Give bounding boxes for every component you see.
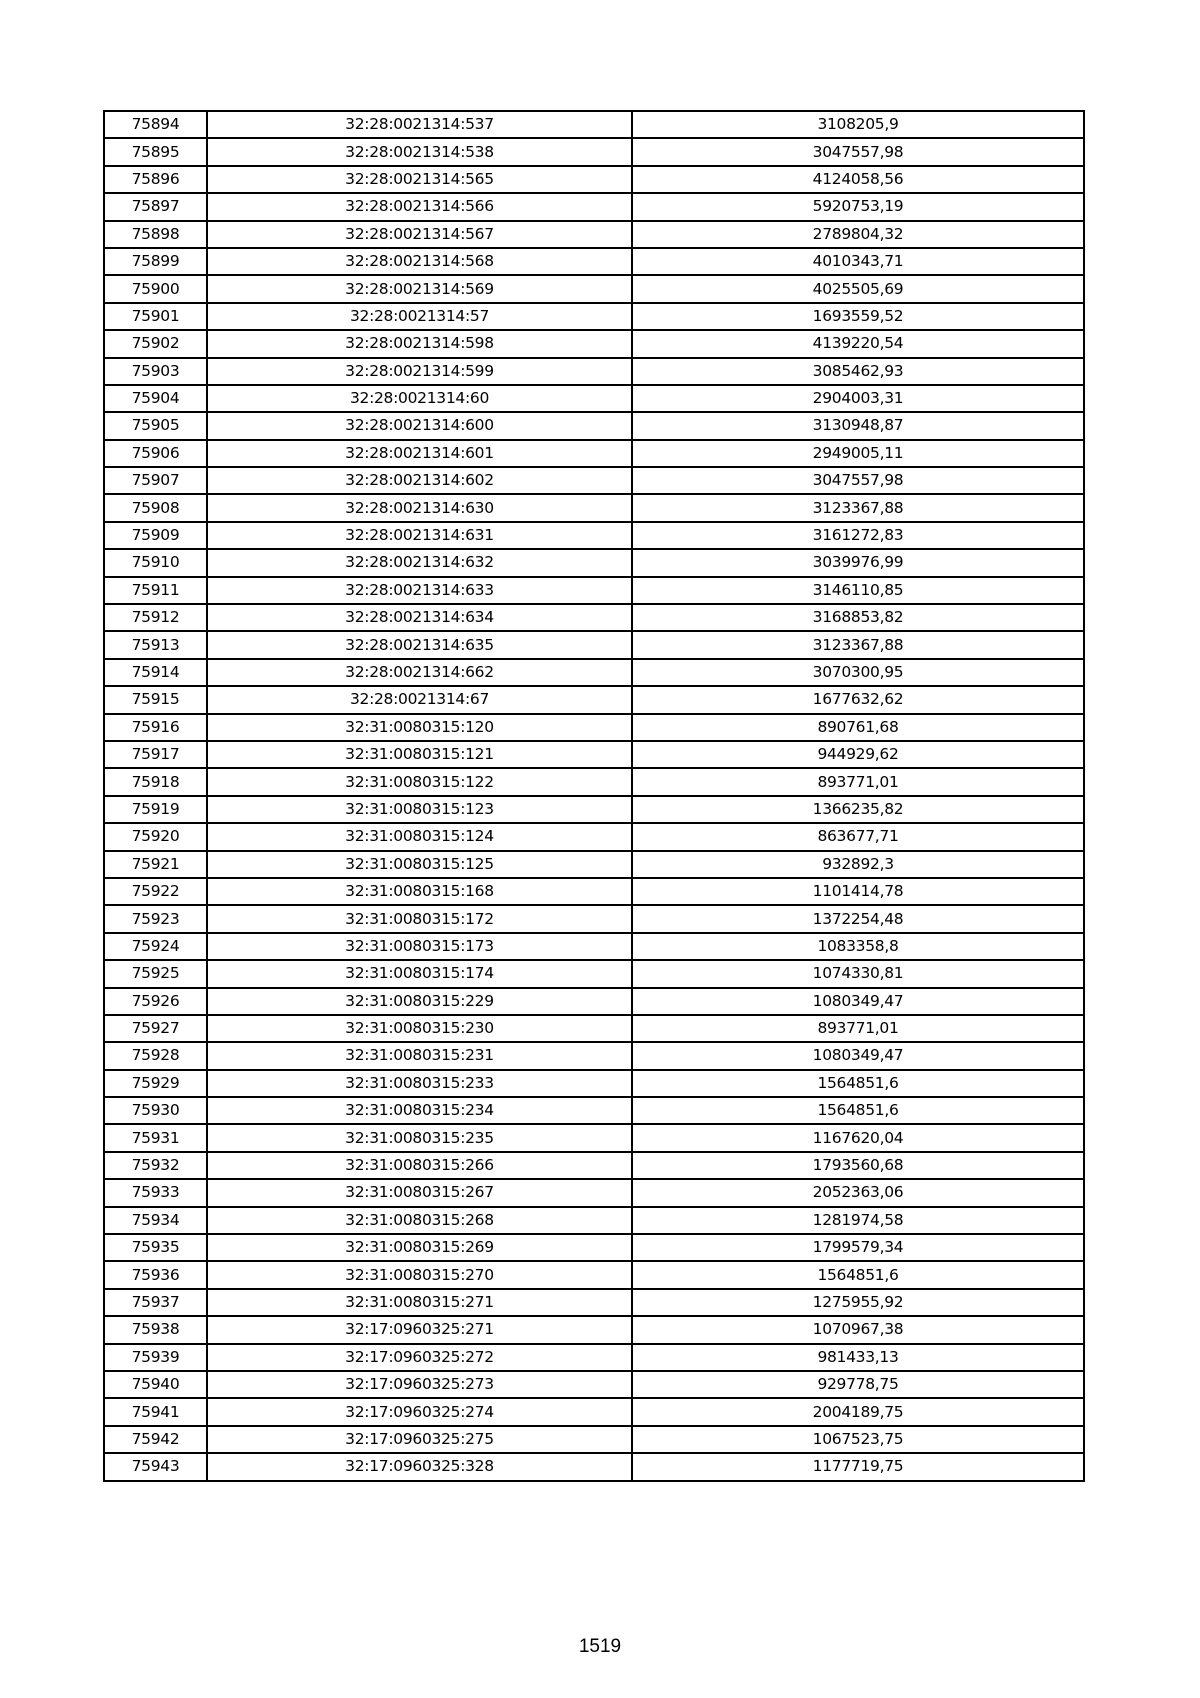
- table-row: [104, 221, 1084, 248]
- table-row: [104, 1070, 1084, 1097]
- row-number-cell: 75912: [104, 604, 207, 631]
- table-row: [104, 1344, 1084, 1371]
- cadastral-number-cell: 32:31:0080315:125: [207, 851, 632, 878]
- cadastral-value-cell: 981433,13: [632, 1344, 1084, 1371]
- row-number-cell: 75903: [104, 358, 207, 385]
- table-row: [104, 193, 1084, 220]
- cadastral-number-cell: 32:28:0021314:602: [207, 467, 632, 494]
- table-row: [104, 714, 1084, 741]
- row-number-cell: 75904: [104, 385, 207, 412]
- cadastral-number-cell: 32:31:0080315:231: [207, 1042, 632, 1069]
- row-number-cell: 75932: [104, 1152, 207, 1179]
- table-row: [104, 303, 1084, 330]
- cadastral-number-cell: 32:31:0080315:269: [207, 1234, 632, 1261]
- cadastral-number-cell: 32:28:0021314:565: [207, 166, 632, 193]
- cadastral-number-cell: 32:28:0021314:662: [207, 659, 632, 686]
- page-number: 1519: [578, 1636, 622, 1657]
- row-number-cell: 75902: [104, 330, 207, 357]
- row-number-cell: 75916: [104, 714, 207, 741]
- cadastral-value-cell: 1177719,75: [632, 1453, 1084, 1480]
- table-row: [104, 988, 1084, 1015]
- cadastral-number-cell: 32:31:0080315:270: [207, 1261, 632, 1288]
- cadastral-value-cell: 2789804,32: [632, 221, 1084, 248]
- row-number-cell: 75920: [104, 823, 207, 850]
- row-number-cell: 75939: [104, 1344, 207, 1371]
- table-row: [104, 1234, 1084, 1261]
- cadastral-number-cell: 32:31:0080315:266: [207, 1152, 632, 1179]
- row-number-cell: 75925: [104, 960, 207, 987]
- cadastral-value-cell: 893771,01: [632, 768, 1084, 795]
- cadastral-value-cell: 3123367,88: [632, 494, 1084, 521]
- data-table: [103, 110, 1085, 1482]
- table-row: [104, 1015, 1084, 1042]
- table-row: [104, 823, 1084, 850]
- cadastral-number-cell: 32:31:0080315:122: [207, 768, 632, 795]
- row-number-cell: 75897: [104, 193, 207, 220]
- cadastral-number-cell: 32:17:0960325:272: [207, 1344, 632, 1371]
- row-number-cell: 75936: [104, 1261, 207, 1288]
- cadastral-value-cell: 3123367,88: [632, 631, 1084, 658]
- row-number-cell: 75933: [104, 1179, 207, 1206]
- table-row: [104, 768, 1084, 795]
- table-row: [104, 412, 1084, 439]
- cadastral-number-cell: 32:28:0021314:538: [207, 138, 632, 165]
- cadastral-value-cell: 1564851,6: [632, 1261, 1084, 1288]
- cadastral-number-cell: 32:28:0021314:598: [207, 330, 632, 357]
- cadastral-value-cell: 3047557,98: [632, 138, 1084, 165]
- row-number-cell: 75928: [104, 1042, 207, 1069]
- row-number-cell: 75942: [104, 1426, 207, 1453]
- row-number-cell: 75901: [104, 303, 207, 330]
- cadastral-value-cell: 1067523,75: [632, 1426, 1084, 1453]
- table-row: [104, 248, 1084, 275]
- cadastral-number-cell: 32:31:0080315:168: [207, 878, 632, 905]
- cadastral-value-cell: 944929,62: [632, 741, 1084, 768]
- cadastral-number-cell: 32:31:0080315:234: [207, 1097, 632, 1124]
- row-number-cell: 75929: [104, 1070, 207, 1097]
- row-number-cell: 75899: [104, 248, 207, 275]
- cadastral-number-cell: 32:17:0960325:275: [207, 1426, 632, 1453]
- table-row: [104, 577, 1084, 604]
- table-row: [104, 494, 1084, 521]
- cadastral-value-cell: 1372254,48: [632, 905, 1084, 932]
- table-row: [104, 1124, 1084, 1151]
- cadastral-value-cell: 4124058,56: [632, 166, 1084, 193]
- table-row: [104, 1261, 1084, 1288]
- cadastral-value-cell: 3130948,87: [632, 412, 1084, 439]
- cadastral-value-cell: 3085462,93: [632, 358, 1084, 385]
- cadastral-number-cell: 32:31:0080315:172: [207, 905, 632, 932]
- table-row: [104, 1371, 1084, 1398]
- table-row: [104, 659, 1084, 686]
- cadastral-number-cell: 32:31:0080315:173: [207, 933, 632, 960]
- cadastral-value-cell: 1677632,62: [632, 686, 1084, 713]
- cadastral-value-cell: 929778,75: [632, 1371, 1084, 1398]
- cadastral-number-cell: 32:28:0021314:600: [207, 412, 632, 439]
- cadastral-value-cell: 1564851,6: [632, 1097, 1084, 1124]
- table-row: [104, 1179, 1084, 1206]
- cadastral-value-cell: 4010343,71: [632, 248, 1084, 275]
- cadastral-value-cell: 1080349,47: [632, 988, 1084, 1015]
- cadastral-value-cell: 1281974,58: [632, 1207, 1084, 1234]
- row-number-cell: 75934: [104, 1207, 207, 1234]
- cadastral-number-cell: 32:28:0021314:601: [207, 440, 632, 467]
- table-row: [104, 741, 1084, 768]
- cadastral-value-cell: 3161272,83: [632, 522, 1084, 549]
- cadastral-value-cell: 4139220,54: [632, 330, 1084, 357]
- row-number-cell: 75919: [104, 796, 207, 823]
- cadastral-number-cell: 32:28:0021314:57: [207, 303, 632, 330]
- table-row: [104, 549, 1084, 576]
- row-number-cell: 75894: [104, 111, 207, 138]
- cadastral-number-cell: 32:28:0021314:599: [207, 358, 632, 385]
- table-row: [104, 796, 1084, 823]
- cadastral-number-cell: 32:31:0080315:174: [207, 960, 632, 987]
- table-row: [104, 1453, 1084, 1480]
- cadastral-number-cell: 32:31:0080315:235: [207, 1124, 632, 1151]
- table-body: [104, 111, 1084, 1481]
- table-row: [104, 1042, 1084, 1069]
- cadastral-number-cell: 32:31:0080315:123: [207, 796, 632, 823]
- row-number-cell: 75924: [104, 933, 207, 960]
- table-row: [104, 385, 1084, 412]
- cadastral-value-cell: 1083358,8: [632, 933, 1084, 960]
- row-number-cell: 75922: [104, 878, 207, 905]
- cadastral-value-cell: 4025505,69: [632, 275, 1084, 302]
- cadastral-number-cell: 32:28:0021314:634: [207, 604, 632, 631]
- cadastral-value-cell: 863677,71: [632, 823, 1084, 850]
- table-row: [104, 1426, 1084, 1453]
- table-row: [104, 111, 1084, 138]
- table-row: [104, 1398, 1084, 1425]
- cadastral-number-cell: 32:28:0021314:632: [207, 549, 632, 576]
- row-number-cell: 75917: [104, 741, 207, 768]
- cadastral-value-cell: 1167620,04: [632, 1124, 1084, 1151]
- table-row: [104, 960, 1084, 987]
- cadastral-value-cell: 890761,68: [632, 714, 1084, 741]
- row-number-cell: 75923: [104, 905, 207, 932]
- cadastral-value-cell: 2052363,06: [632, 1179, 1084, 1206]
- row-number-cell: 75914: [104, 659, 207, 686]
- cadastral-number-cell: 32:17:0960325:271: [207, 1316, 632, 1343]
- table-row: [104, 1097, 1084, 1124]
- cadastral-number-cell: 32:17:0960325:328: [207, 1453, 632, 1480]
- cadastral-number-cell: 32:31:0080315:229: [207, 988, 632, 1015]
- table-row: [104, 467, 1084, 494]
- cadastral-value-cell: 893771,01: [632, 1015, 1084, 1042]
- table-row: [104, 878, 1084, 905]
- table-row: [104, 686, 1084, 713]
- cadastral-value-cell: 1799579,34: [632, 1234, 1084, 1261]
- table-row: [104, 604, 1084, 631]
- row-number-cell: 75935: [104, 1234, 207, 1261]
- cadastral-number-cell: 32:31:0080315:230: [207, 1015, 632, 1042]
- table-row: [104, 166, 1084, 193]
- table-row: [104, 905, 1084, 932]
- row-number-cell: 75911: [104, 577, 207, 604]
- cadastral-value-cell: 5920753,19: [632, 193, 1084, 220]
- row-number-cell: 75931: [104, 1124, 207, 1151]
- cadastral-number-cell: 32:28:0021314:60: [207, 385, 632, 412]
- cadastral-number-cell: 32:17:0960325:273: [207, 1371, 632, 1398]
- cadastral-number-cell: 32:28:0021314:635: [207, 631, 632, 658]
- row-number-cell: 75930: [104, 1097, 207, 1124]
- cadastral-number-cell: 32:28:0021314:630: [207, 494, 632, 521]
- cadastral-value-cell: 3070300,95: [632, 659, 1084, 686]
- row-number-cell: 75906: [104, 440, 207, 467]
- cadastral-value-cell: 3146110,85: [632, 577, 1084, 604]
- row-number-cell: 75937: [104, 1289, 207, 1316]
- row-number-cell: 75915: [104, 686, 207, 713]
- table-row: [104, 1316, 1084, 1343]
- cadastral-value-cell: 1564851,6: [632, 1070, 1084, 1097]
- table-row: [104, 522, 1084, 549]
- row-number-cell: 75926: [104, 988, 207, 1015]
- cadastral-value-cell: 3039976,99: [632, 549, 1084, 576]
- row-number-cell: 75910: [104, 549, 207, 576]
- cadastral-number-cell: 32:28:0021314:631: [207, 522, 632, 549]
- table-row: [104, 631, 1084, 658]
- table-row: [104, 440, 1084, 467]
- table-row: [104, 851, 1084, 878]
- table-row: [104, 933, 1084, 960]
- table-row: [104, 358, 1084, 385]
- cadastral-value-cell: 1080349,47: [632, 1042, 1084, 1069]
- cadastral-number-cell: 32:31:0080315:121: [207, 741, 632, 768]
- cadastral-value-cell: 3108205,9: [632, 111, 1084, 138]
- cadastral-number-cell: 32:28:0021314:537: [207, 111, 632, 138]
- cadastral-number-cell: 32:31:0080315:233: [207, 1070, 632, 1097]
- cadastral-number-cell: 32:31:0080315:124: [207, 823, 632, 850]
- cadastral-number-cell: 32:31:0080315:268: [207, 1207, 632, 1234]
- row-number-cell: 75905: [104, 412, 207, 439]
- row-number-cell: 75921: [104, 851, 207, 878]
- cadastral-value-cell: 1366235,82: [632, 796, 1084, 823]
- row-number-cell: 75913: [104, 631, 207, 658]
- cadastral-value-cell: 3168853,82: [632, 604, 1084, 631]
- cadastral-number-cell: 32:31:0080315:271: [207, 1289, 632, 1316]
- cadastral-number-cell: 32:17:0960325:274: [207, 1398, 632, 1425]
- row-number-cell: 75943: [104, 1453, 207, 1480]
- cadastral-value-cell: 1070967,38: [632, 1316, 1084, 1343]
- row-number-cell: 75908: [104, 494, 207, 521]
- cadastral-value-cell: 2904003,31: [632, 385, 1084, 412]
- row-number-cell: 75927: [104, 1015, 207, 1042]
- cadastral-number-cell: 32:31:0080315:120: [207, 714, 632, 741]
- cadastral-number-cell: 32:31:0080315:267: [207, 1179, 632, 1206]
- table-row: [104, 1207, 1084, 1234]
- cadastral-number-cell: 32:28:0021314:569: [207, 275, 632, 302]
- cadastral-value-cell: 932892,3: [632, 851, 1084, 878]
- row-number-cell: 75941: [104, 1398, 207, 1425]
- cadastral-value-cell: 2949005,11: [632, 440, 1084, 467]
- cadastral-number-cell: 32:28:0021314:568: [207, 248, 632, 275]
- row-number-cell: 75900: [104, 275, 207, 302]
- row-number-cell: 75898: [104, 221, 207, 248]
- cadastral-number-cell: 32:28:0021314:67: [207, 686, 632, 713]
- table-row: [104, 330, 1084, 357]
- table-row: [104, 275, 1084, 302]
- cadastral-value-cell: 1793560,68: [632, 1152, 1084, 1179]
- row-number-cell: 75907: [104, 467, 207, 494]
- cadastral-value-cell: 3047557,98: [632, 467, 1084, 494]
- cadastral-value-cell: 1275955,92: [632, 1289, 1084, 1316]
- cadastral-number-cell: 32:28:0021314:566: [207, 193, 632, 220]
- row-number-cell: 75938: [104, 1316, 207, 1343]
- cadastral-number-cell: 32:28:0021314:567: [207, 221, 632, 248]
- row-number-cell: 75909: [104, 522, 207, 549]
- cadastral-value-cell: 2004189,75: [632, 1398, 1084, 1425]
- cadastral-number-cell: 32:28:0021314:633: [207, 577, 632, 604]
- row-number-cell: 75895: [104, 138, 207, 165]
- cadastral-value-table: [103, 110, 1083, 1482]
- cadastral-value-cell: 1101414,78: [632, 878, 1084, 905]
- table-row: [104, 138, 1084, 165]
- table-row: [104, 1152, 1084, 1179]
- cadastral-value-cell: 1074330,81: [632, 960, 1084, 987]
- cadastral-value-cell: 1693559,52: [632, 303, 1084, 330]
- row-number-cell: 75940: [104, 1371, 207, 1398]
- row-number-cell: 75918: [104, 768, 207, 795]
- table-row: [104, 1289, 1084, 1316]
- row-number-cell: 75896: [104, 166, 207, 193]
